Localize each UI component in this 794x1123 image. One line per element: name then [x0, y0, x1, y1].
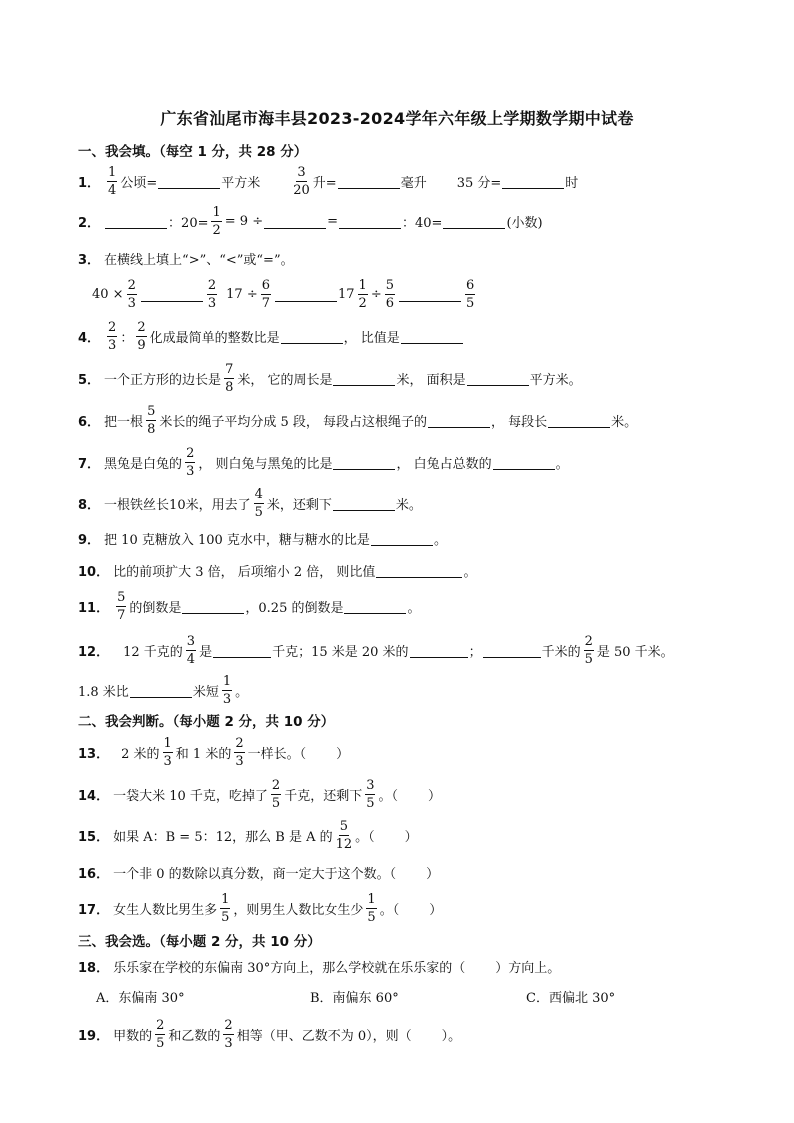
denominator: 3	[235, 753, 244, 769]
fraction	[584, 635, 594, 666]
question-text: 升=	[312, 175, 337, 191]
question-text: (小数)	[506, 215, 543, 231]
question-text: 公顷=	[120, 175, 158, 191]
question-text: 相等（甲、乙数不为 0），则（	[236, 1028, 412, 1044]
fraction	[207, 279, 217, 310]
numerator: 2	[271, 777, 281, 793]
fraction	[163, 737, 173, 768]
denominator: 9	[137, 337, 146, 353]
option-a[interactable]: A．东偏南 30°	[96, 990, 185, 1006]
question-number: 17．	[78, 902, 110, 918]
question-text: 千克，还剩下	[284, 788, 363, 804]
denominator: 12	[335, 836, 353, 852]
numerator: 5	[339, 818, 349, 834]
question-text: ）	[404, 829, 418, 845]
question-number: 11．	[78, 600, 110, 616]
question-text: 千克；15 米是 20 米的	[272, 644, 409, 660]
denominator: 4	[108, 182, 117, 198]
question-1	[78, 166, 578, 196]
fraction	[185, 447, 195, 478]
question-text: 米短	[192, 684, 219, 700]
answer-blank[interactable]	[281, 329, 343, 344]
denominator: 3	[186, 463, 195, 479]
denominator: 3	[163, 753, 172, 769]
section-heading-judge: 二、我会判断。（每小题 2 分，共 10 分）	[78, 714, 335, 730]
question-text: 2 米的	[121, 746, 160, 762]
numerator: 2	[207, 277, 217, 293]
numerator: 1	[212, 204, 221, 220]
denominator: 4	[186, 651, 196, 667]
answer-blank[interactable]	[182, 599, 244, 614]
question-text: 黑兔是白兔的	[104, 456, 183, 472]
question-text: 和 1 米的	[175, 746, 232, 762]
numerator: 1	[358, 277, 367, 293]
fraction	[155, 1019, 165, 1050]
question-number: 8．	[78, 497, 101, 513]
fraction	[293, 166, 310, 197]
numerator: 2	[235, 735, 244, 751]
answer-blank[interactable]	[493, 455, 555, 470]
question-text: 一袋大米 10 千克，吃掉了	[113, 788, 268, 804]
answer-blank[interactable]	[105, 214, 167, 229]
question-5	[78, 362, 582, 394]
numerator: 2	[224, 1017, 233, 1033]
question-18-options	[96, 982, 615, 1010]
question-text: ：	[120, 330, 134, 346]
question-14	[78, 778, 441, 810]
question-number: 5．	[78, 372, 101, 388]
answer-blank[interactable]	[376, 563, 462, 578]
fraction	[261, 279, 271, 310]
numerator: 3	[186, 633, 196, 649]
denominator: 8	[147, 421, 156, 437]
question-text: 乐乐家在学校的东偏南 30°方向上，那么学校就在乐乐家的（	[113, 960, 466, 976]
numerator: 2	[584, 633, 593, 649]
question-13	[78, 736, 349, 768]
fraction	[222, 675, 232, 706]
question-text: 和乙数的	[168, 1028, 221, 1044]
question-text: 是	[199, 644, 213, 660]
denominator: 2	[212, 222, 221, 238]
question-text: 把一根	[104, 414, 144, 430]
question-text: ）	[429, 902, 443, 918]
question-number: 15．	[78, 829, 110, 845]
question-text: ， 则白兔与黑兔的比是	[198, 456, 333, 472]
denominator: 5	[367, 909, 376, 925]
numerator: 2	[137, 319, 146, 335]
answer-blank[interactable]	[502, 174, 564, 189]
answer-blank[interactable]	[333, 455, 395, 470]
fraction	[223, 1019, 233, 1050]
denominator: 5	[254, 504, 263, 520]
question-text: 一个非 0 的数除以真分数，商一定大于这个数。（	[113, 866, 397, 882]
question-text: 比的前项扩大 3 倍， 后项缩小 2 倍， 则比值	[113, 564, 376, 580]
question-number: 9．	[78, 532, 101, 548]
question-text: ）方向上。	[495, 960, 561, 976]
question-text: ：20=	[168, 215, 209, 231]
fraction	[465, 279, 475, 310]
question-text: 米。	[395, 497, 422, 513]
question-12-continued	[78, 674, 248, 706]
answer-blank[interactable]	[213, 643, 271, 658]
question-text: 是 50 千米。	[596, 644, 674, 660]
question-text: 的倒数是	[129, 600, 182, 616]
answer-blank[interactable]	[333, 496, 395, 511]
fraction	[220, 893, 230, 924]
question-number: 13．	[78, 746, 110, 762]
fraction	[146, 405, 156, 436]
question-8	[78, 487, 422, 519]
question-text: 米，还剩下	[266, 497, 332, 513]
question-text: = 9 ÷	[224, 213, 264, 229]
denominator: 5	[221, 909, 230, 925]
question-text: 。	[235, 684, 249, 700]
question-number: 1．	[78, 175, 101, 191]
question-text: 米长的绳子平均分成 5 段， 每段占这根绳子的	[159, 414, 428, 430]
question-text: 女生人数比男生多	[113, 902, 218, 918]
answer-blank[interactable]	[483, 643, 541, 658]
numerator: 5	[117, 589, 126, 605]
question-3	[78, 244, 294, 272]
numerator: 1	[108, 164, 117, 180]
answer-blank[interactable]	[371, 531, 433, 546]
question-text: 时	[565, 175, 579, 191]
denominator: 5	[156, 1035, 165, 1051]
denominator: 3	[222, 691, 232, 707]
question-text: ）	[336, 746, 350, 762]
question-text: 平方米	[221, 175, 261, 191]
answer-blank[interactable]	[158, 174, 220, 189]
fraction	[107, 321, 117, 352]
question-number: 6．	[78, 414, 101, 430]
question-11	[78, 590, 420, 622]
question-text: 米， 面积是	[396, 372, 466, 388]
option-c[interactable]: C．西偏北 30°	[526, 990, 616, 1006]
question-number: 7．	[78, 456, 101, 472]
question-number: 2．	[78, 215, 101, 231]
denominator: 3	[224, 1035, 233, 1051]
fraction	[127, 279, 137, 310]
section-heading-choice: 三、我会选。（每小题 2 分，共 10 分）	[78, 934, 321, 950]
question-text: 35 分=	[456, 175, 502, 191]
answer-blank[interactable]	[443, 214, 505, 229]
fraction	[365, 779, 375, 810]
fraction	[385, 279, 395, 310]
denominator: 6	[385, 295, 395, 311]
fraction	[366, 893, 376, 924]
denominator: 3	[108, 337, 117, 353]
numerator: 7	[225, 361, 234, 377]
denominator: 2	[358, 295, 367, 311]
answer-blank[interactable]	[410, 643, 468, 658]
question-text: 米， 它的周长是	[237, 372, 333, 388]
question-text: 一样长。（	[247, 746, 307, 762]
answer-blank[interactable]	[401, 329, 463, 344]
question-text: =	[327, 213, 338, 229]
numerator: 2	[108, 319, 117, 335]
question-text: 17	[338, 286, 355, 302]
question-text: 化成最简单的整数比是	[149, 330, 280, 346]
question-text: 。	[433, 532, 447, 548]
numerator: 1	[367, 891, 376, 907]
question-text: ÷	[370, 286, 382, 302]
fraction	[224, 363, 234, 394]
numerator: 1	[163, 735, 172, 751]
question-9	[78, 524, 447, 552]
answer-blank[interactable]	[339, 214, 401, 229]
answer-blank[interactable]	[338, 174, 400, 189]
question-text: 1.8 米比	[78, 684, 129, 700]
answer-blank[interactable]	[141, 287, 203, 302]
question-number: 16．	[78, 866, 110, 882]
denominator: 20	[293, 182, 310, 198]
fraction	[107, 166, 117, 197]
fraction	[116, 591, 126, 622]
question-number: 4．	[78, 330, 101, 346]
numerator: 1	[222, 673, 232, 689]
question-3-items	[92, 276, 478, 312]
section-heading-fill: 一、我会填。（每空 1 分，共 28 分）	[78, 144, 308, 160]
numerator: 5	[385, 277, 395, 293]
question-18	[78, 952, 560, 980]
question-17	[78, 892, 442, 924]
numerator: 4	[254, 486, 263, 502]
answer-blank[interactable]	[467, 371, 529, 386]
question-number: 3．	[78, 252, 101, 268]
question-text: 40 ×	[92, 286, 124, 302]
numerator: 6	[466, 277, 475, 293]
question-text: 把 10 克糖放入 100 克水中，糖与糖水的比是	[104, 532, 370, 548]
denominator: 5	[366, 795, 375, 811]
question-text: ：40=	[402, 215, 443, 231]
question-text: ）	[426, 866, 440, 882]
question-number: 18．	[78, 960, 110, 976]
answer-blank[interactable]	[548, 413, 610, 428]
question-text: 甲数的	[113, 1028, 153, 1044]
question-text: 12 千克的	[123, 644, 183, 660]
question-16	[78, 858, 439, 886]
numerator: 2	[127, 277, 136, 293]
question-number: 10．	[78, 564, 110, 580]
page-title: 广东省汕尾市海丰县2023-2024学年六年级上学期数学期中试卷	[160, 109, 634, 128]
question-text: 一根铁丝长10米，用去了	[104, 497, 251, 513]
question-text: 。	[407, 600, 421, 616]
question-text: 。	[555, 456, 569, 472]
answer-blank[interactable]	[264, 214, 326, 229]
answer-blank[interactable]	[333, 371, 395, 386]
question-text: ，0.25 的倒数是	[245, 600, 344, 616]
fraction	[136, 321, 146, 352]
denominator: 5	[271, 795, 281, 811]
answer-blank[interactable]	[399, 287, 461, 302]
denominator: 7	[117, 607, 126, 623]
fraction	[358, 279, 368, 310]
question-number: 19．	[78, 1028, 110, 1044]
numerator: 3	[366, 777, 375, 793]
answer-blank[interactable]	[275, 287, 337, 302]
question-text: ，则男生人数比女生少	[233, 902, 364, 918]
question-2	[78, 206, 543, 236]
denominator: 5	[584, 651, 593, 667]
question-text: 。（	[378, 788, 398, 804]
fraction	[336, 820, 353, 851]
question-text: ， 每段长	[491, 414, 548, 430]
answer-blank[interactable]	[130, 683, 192, 698]
numerator: 1	[221, 891, 230, 907]
answer-blank[interactable]	[344, 599, 406, 614]
question-number: 14．	[78, 788, 110, 804]
fraction	[234, 737, 244, 768]
question-text: ；	[468, 644, 482, 660]
question-text: ， 比值是	[343, 330, 400, 346]
answer-blank[interactable]	[428, 413, 490, 428]
denominator: 8	[225, 379, 234, 395]
question-text: 平方米。	[529, 372, 582, 388]
denominator: 7	[261, 295, 270, 311]
numerator: 6	[261, 277, 270, 293]
question-12	[78, 634, 674, 666]
question-10	[78, 556, 476, 584]
fraction	[186, 635, 196, 666]
denominator: 3	[127, 295, 136, 311]
denominator: 3	[207, 295, 217, 311]
question-text: 。（	[379, 902, 400, 918]
question-4	[78, 320, 464, 352]
question-text: 一个正方形的边长是	[104, 372, 222, 388]
denominator: 5	[466, 295, 475, 311]
numerator: 2	[186, 445, 195, 461]
question-text: 如果 A：B = 5：12，那么 B 是 A 的	[113, 829, 333, 845]
numerator: 3	[297, 164, 306, 180]
question-text: ）。	[441, 1028, 462, 1044]
question-text: ， 白兔占总数的	[396, 456, 492, 472]
question-text: 。（	[355, 829, 375, 845]
question-15	[78, 818, 418, 852]
question-number: 12．	[78, 644, 110, 660]
question-text: 。	[463, 564, 477, 580]
numerator: 5	[147, 403, 156, 419]
question-7	[78, 446, 569, 478]
question-19	[78, 1018, 461, 1050]
question-text: 米。	[611, 414, 638, 430]
fraction	[271, 779, 281, 810]
question-text: ）	[428, 788, 442, 804]
question-6	[78, 404, 637, 436]
question-text: 毫升	[400, 175, 427, 191]
fraction	[211, 206, 221, 237]
question-text: 千米的	[541, 644, 581, 660]
numerator: 2	[156, 1017, 165, 1033]
question-text: 在横线上填上“>”、“<”或“=”。	[104, 252, 294, 268]
question-text: 17 ÷	[226, 286, 258, 302]
option-b[interactable]: B．南偏东 60°	[310, 990, 399, 1006]
fraction	[254, 488, 264, 519]
